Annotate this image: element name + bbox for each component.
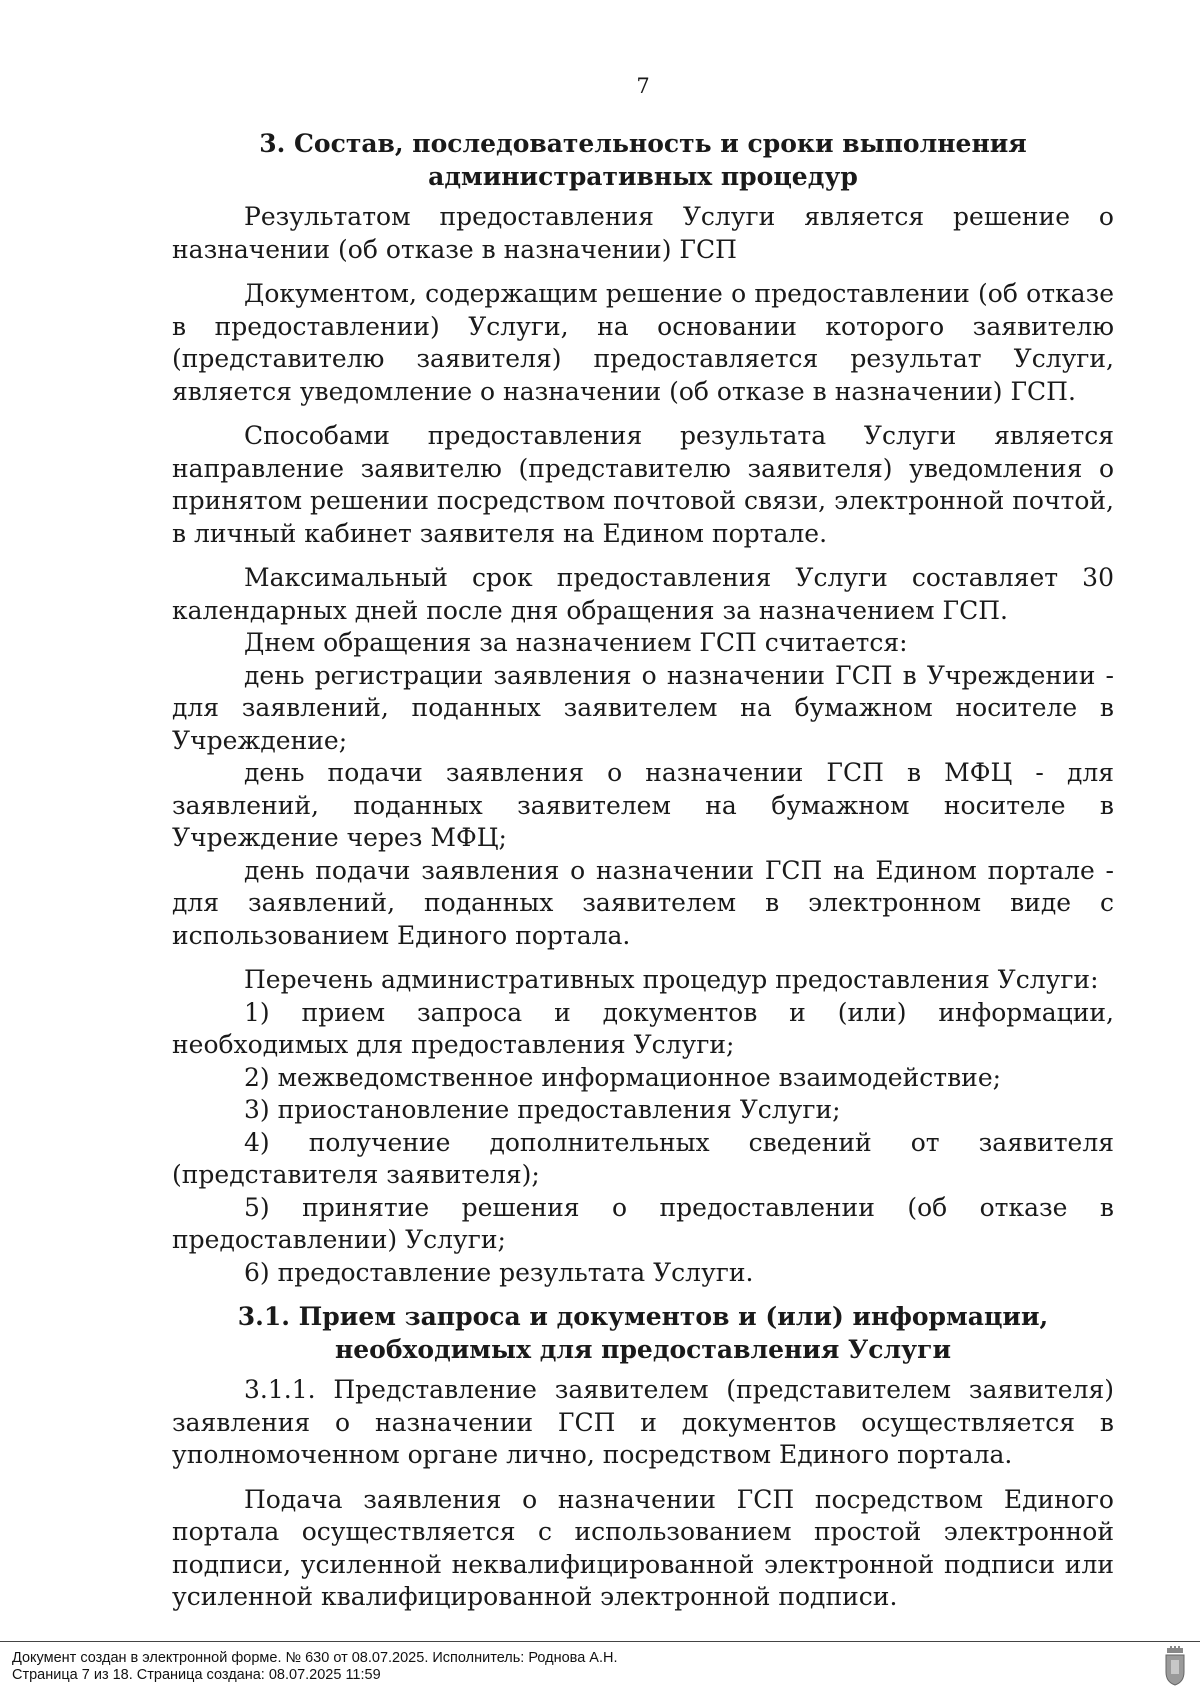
paragraph-max-term: Максимальный срок предоставления Услуги составляет 30 календарных дней после дня обращения за назначением ГСП. <box>172 563 1114 625</box>
list-item: 2) межведомственное информационное взаимодействие; <box>244 1062 1002 1092</box>
paragraph-application-day: Днем обращения за назначением ГСП считается: <box>244 628 908 657</box>
page-number: 7 <box>636 74 650 98</box>
coat-of-arms-icon <box>1164 1646 1186 1686</box>
section-3-1-heading: 3.1. Прием запроса и документов и (или) информации, необходимых для предоставления Услуги <box>237 1302 1049 1364</box>
paragraph-result-document: Документом, содержащим решение о предоставлении (об отказе в предоставлении) Услуги, на основании которого заявителю (представителю заявителя) предоставляется результат Услуги, является уведомление о назначении (об отказе в назначении) ГСП. <box>172 279 1114 406</box>
footer-line-document: Документ создан в электронной форме. № 630 от 08.07.2025. Исполнитель: Роднова А.Н. <box>12 1650 618 1666</box>
list-item: 6) предоставление результата Услуги. <box>244 1257 754 1287</box>
paragraph-3-1-1: 3.1.1. Представление заявителем (представителем заявителя) заявления о назначении ГСП и документов осуществляется в уполномоченном органе лично, посредством Единого портала. <box>172 1375 1114 1469</box>
paragraph-result-methods: Способами предоставления результата Услуги является направление заявителю (представителю заявителя) уведомления о принятом решении посредством почтовой связи, электронной почтой, в личный кабинет заявителя на Едином портале. <box>172 421 1114 548</box>
footer-text <box>12 1650 618 1684</box>
list-item: 1) прием запроса и документов и (или) информации, необходимых для предоставления Услуги; <box>172 997 1114 1059</box>
list-item: 4) получение дополнительных сведений от заявителя (представителя заявителя); <box>172 1127 1114 1189</box>
footer-line-page: Страница 7 из 18. Страница создана: 08.07.2025 11:59 <box>12 1667 381 1683</box>
paragraph-day-mfc: день подачи заявления о назначении ГСП в МФЦ - для заявлений, поданных заявителем на бумажном носителе в Учреждение через МФЦ; <box>172 758 1114 852</box>
section-3-heading: 3. Состав, последовательность и сроки выполнения административных процедур <box>259 129 1027 191</box>
paragraph-procedures-list-intro: Перечень административных процедур предоставления Услуги: <box>244 965 1099 994</box>
document-body <box>172 128 1114 1614</box>
paragraph-signature: Подача заявления о назначении ГСП посредством Единого портала осуществляется с использованием простой электронной подписи, усиленной неквалифицированной электронной подписи или усиленной квалифицированной электронной подписи. <box>172 1484 1114 1611</box>
list-item: 5) принятие решения о предоставлении (об отказе в предоставлении) Услуги; <box>172 1192 1114 1254</box>
list-item: 3) приостановление предоставления Услуги; <box>244 1095 841 1124</box>
paragraph-day-registration: день регистрации заявления о назначении ГСП в Учреждении - для заявлений, поданных заявителем на бумажном носителе в Учреждение; <box>172 660 1114 755</box>
document-footer <box>0 1641 1200 1683</box>
paragraph-result: Результатом предоставления Услуги является решение о назначении (об отказе в назначении) ГСП <box>172 202 1114 264</box>
paragraph-day-portal: день подачи заявления о назначении ГСП на Едином портале - для заявлений, поданных заявителем в электронном виде с использованием Единого портала. <box>172 855 1114 950</box>
